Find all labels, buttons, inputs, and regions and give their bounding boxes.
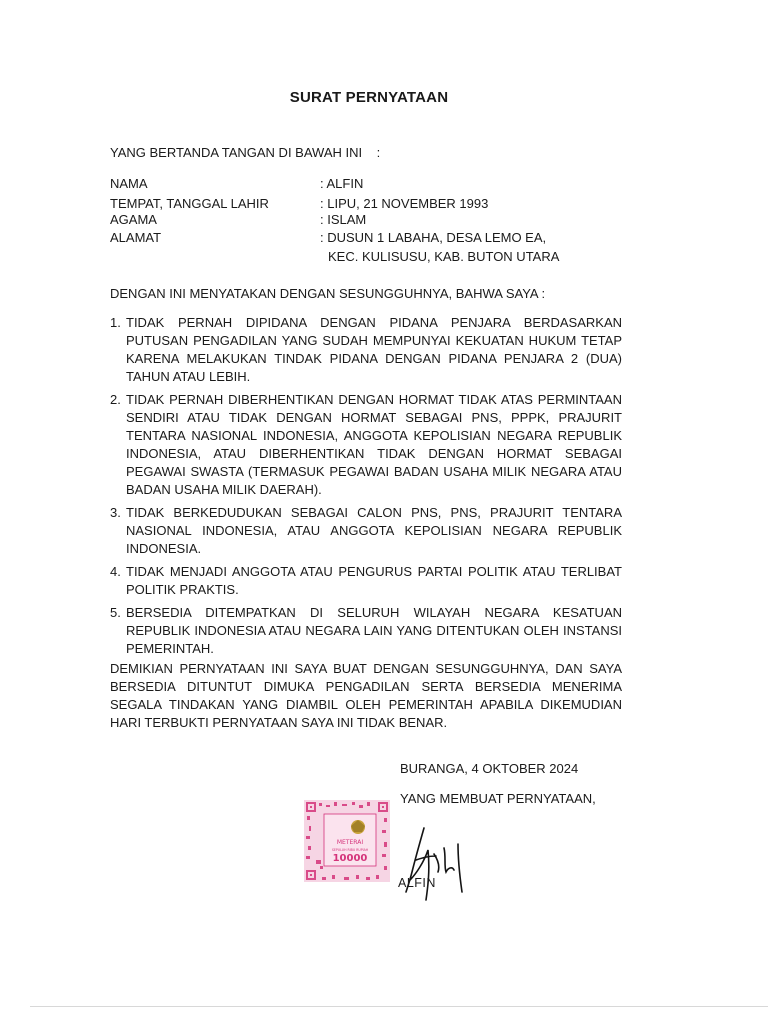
item-number: 2. — [110, 392, 121, 407]
item-number: 1. — [110, 315, 121, 330]
maker-label: YANG MEMBUAT PERNYATAAN, — [400, 791, 596, 806]
statement-line: DENGAN INI MENYATAKAN DENGAN SESUNGGUHNYA, BAHWA SAYA : — [110, 286, 546, 301]
page-edge-divider — [30, 1006, 768, 1007]
intro-line — [110, 144, 380, 162]
identity-value: : LIPU, 21 NOVEMBER 1993 — [320, 196, 489, 211]
identity-value: : ISLAM — [320, 212, 367, 227]
item-text: TIDAK PERNAH DIPIDANA DENGAN PIDANA PENJARA BERDASARKAN PUTUSAN PENGADILAN YANG SUDAH MEMPUNYAI KEKUATAN HUKUM TETAP KARENA MELAKUKAN TINDAK PIDANA DENGAN PIDANA PENJARA 2 (DUA) TAHUN ATAU LEBIH. — [126, 315, 622, 384]
list-item — [110, 504, 622, 558]
list-item — [110, 314, 622, 386]
intro-colon: : — [376, 145, 381, 160]
item-number: 3. — [110, 505, 121, 520]
stamp-caption: SEPULUH RIBU RUPIAH — [331, 848, 369, 852]
identity-value: : ALFIN — [320, 176, 364, 191]
item-text: TIDAK MENJADI ANGGOTA ATAU PENGURUS PARTAI POLITIK ATAU TERLIBAT POLITIK PRAKTIS. — [126, 564, 622, 597]
stamp-label: METERAI — [336, 839, 364, 846]
identity-label: NAMA — [110, 176, 148, 191]
identity-row-birth — [110, 196, 488, 212]
identity-row-name — [110, 176, 363, 192]
intro-text: YANG BERTANDA TANGAN DI BAWAH INI — [110, 145, 363, 160]
signer-name: ALFIN — [398, 876, 436, 890]
list-item — [110, 391, 622, 499]
identity-label: AGAMA — [110, 212, 157, 227]
item-number: 5. — [110, 605, 121, 620]
item-text: BERSEDIA DITEMPATKAN DI SELURUH WILAYAH NEGARA KESATUAN REPUBLIK INDONESIA ATAU NEGARA LAIN YANG DITENTUKAN OLEH INSTANSI PEMERINTAH. — [126, 605, 622, 656]
identity-row-religion — [110, 212, 366, 228]
item-number: 4. — [110, 564, 121, 579]
declaration-list — [110, 314, 622, 663]
meterai-stamp-icon — [304, 800, 390, 882]
document-title: SURAT PERNYATAAN — [289, 89, 449, 106]
identity-value: KEC. KULISUSU, KAB. BUTON UTARA — [328, 249, 560, 264]
stamp-value: 10000 — [332, 853, 368, 864]
identity-label: TEMPAT, TANGGAL LAHIR — [110, 196, 269, 211]
identity-row-address — [110, 230, 546, 246]
list-item — [110, 563, 622, 599]
place-date: BURANGA, 4 OKTOBER 2024 — [400, 761, 579, 776]
identity-row-address-cont — [110, 249, 559, 265]
identity-value: : DUSUN 1 LABAHA, DESA LEMO EA, — [320, 230, 547, 245]
item-text: TIDAK PERNAH DIBERHENTIKAN DENGAN HORMAT TIDAK ATAS PERMINTAAN SENDIRI ATAU TIDAK DENGAN HORMAT SEBAGAI PNS, PPPK, PRAJURIT TENTARA NASIONAL INDONESIA, ANGGOTA KEPOLISIAN NEGARA REPUBLIK INDONESIA, ATAU DIBERHENTIKAN TIDAK DENGAN HORMAT SEBAGAI PEGAWAI SWASTA (TERMASUK PEGAWAI BADAN USAHA MILIK NEGARA ATAU BADAN USAHA MILIK DAERAH). — [126, 392, 622, 497]
identity-label: ALAMAT — [110, 230, 162, 245]
list-item — [110, 604, 622, 658]
item-text: TIDAK BERKEDUDUKAN SEBAGAI CALON PNS, PNS, PRAJURIT TENTARA NASIONAL INDONESIA, ATAU ANGGOTA KEPOLISIAN NEGARA REPUBLIK INDONESIA. — [126, 505, 622, 556]
closing-paragraph: DEMIKIAN PERNYATAAN INI SAYA BUAT DENGAN SESUNGGUHNYA, DAN SAYA BERSEDIA DITUNTUT DIMUKA PENGADILAN SERTA BERSEDIA MENERIMA SEGALA TINDAKAN YANG DIAMBIL OLEH PEMERINTAH APABILA DIKEMUDIAN HARI TERBUKTI PERNYATAAN SAYA INI TIDAK BENAR. — [110, 661, 622, 730]
